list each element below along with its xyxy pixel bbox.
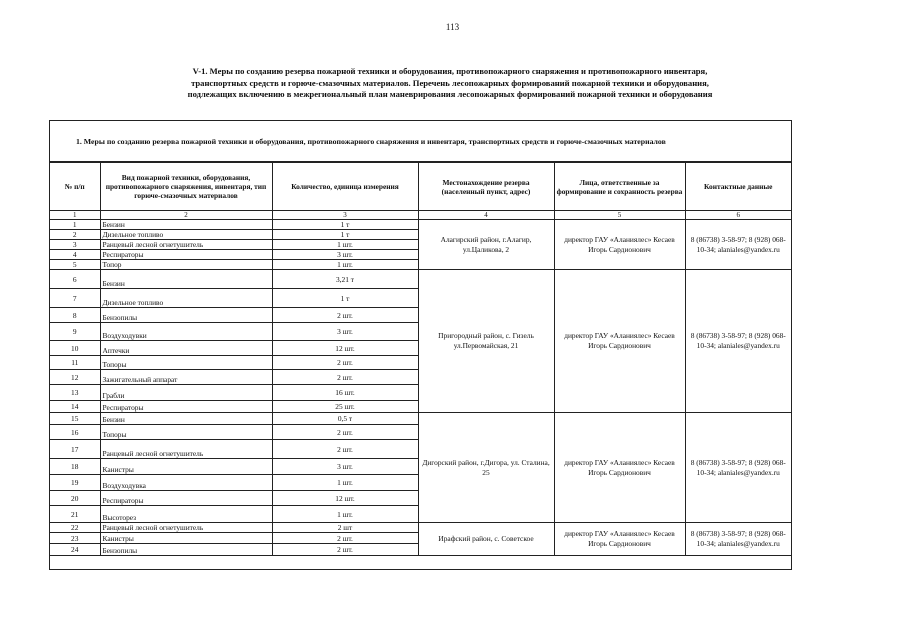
contact-details: 8 (86738) 3-58-97; 8 (928) 068-10-34; alaniales@yandex.ru: [685, 523, 791, 556]
contact-details: 8 (86738) 3-58-97; 8 (928) 068-10-34; alaniales@yandex.ru: [685, 220, 791, 270]
item-quantity: 3 шт.: [272, 250, 418, 260]
item-quantity: 25 шт.: [272, 401, 418, 413]
responsible-person: директор ГАУ «Аланиялес» Кесаев Игорь Сардионович: [554, 413, 685, 523]
item-name: Канистры: [100, 533, 272, 544]
col-header-location: Местонахождение резерва (населенный пункт, адрес): [418, 163, 554, 211]
item-quantity: 16 шт.: [272, 385, 418, 401]
item-name: Аптечки: [100, 341, 272, 356]
item-name: Ранцевый лесной огнетушитель: [100, 240, 272, 250]
item-quantity: 1 т: [272, 220, 418, 230]
document-title: V-1. Меры по созданию резерва пожарной техники и оборудования, противопожарного снаряжения и противопожарного инвентаря, транспортных средств и горюче-смазочных материалов. Перечень лесопожарных формирований пожарной техники и оборудования, подлежащих включению в межрегиональный план маневрирования лесопожарных формирований пожарной техники и оборудования: [187, 66, 713, 100]
row-number: 16: [50, 425, 100, 440]
item-quantity: 12 шт.: [272, 491, 418, 506]
row-number: 13: [50, 385, 100, 401]
item-quantity: 1 шт.: [272, 506, 418, 523]
reserve-location: Пригородный район, с. Гизель ул.Первомайская, 21: [418, 270, 554, 413]
item-quantity: 2 шт.: [272, 308, 418, 323]
col-header-qty: Количество, единица измерения: [272, 163, 418, 211]
item-name: Топоры: [100, 425, 272, 440]
col-number: 3: [272, 211, 418, 220]
contact-details: 8 (86738) 3-58-97; 8 (928) 068-10-34; alaniales@yandex.ru: [685, 270, 791, 413]
responsible-person: директор ГАУ «Аланиялес» Кесаев Игорь Сардионович: [554, 220, 685, 270]
item-name: Воздуходувка: [100, 475, 272, 491]
item-quantity: 1 шт.: [272, 475, 418, 491]
item-name: Ранцевый лесной огнетушитель: [100, 440, 272, 459]
item-quantity: 12 шт.: [272, 341, 418, 356]
item-name: Респираторы: [100, 491, 272, 506]
item-quantity: 2 шт.: [272, 544, 418, 556]
item-name: Бензопилы: [100, 544, 272, 556]
item-quantity: 1 т: [272, 230, 418, 240]
row-number: 22: [50, 523, 100, 533]
page-number: 113: [445, 22, 460, 32]
item-name: Дизельное топливо: [100, 230, 272, 240]
item-quantity: 1 шт.: [272, 240, 418, 250]
row-number: 21: [50, 506, 100, 523]
row-number: 12: [50, 370, 100, 385]
row-number: 5: [50, 260, 100, 270]
item-quantity: 1 т: [272, 289, 418, 308]
col-number: 2: [100, 211, 272, 220]
item-name: Бензопилы: [100, 308, 272, 323]
row-number: 1: [50, 220, 100, 230]
col-number: 6: [685, 211, 791, 220]
item-quantity: 3,21 т: [272, 270, 418, 289]
item-name: Ранцевый лесной огнетушитель: [100, 523, 272, 533]
contact-details: 8 (86738) 3-58-97; 8 (928) 068-10-34; alaniales@yandex.ru: [685, 413, 791, 523]
item-name: Канистры: [100, 459, 272, 475]
row-number: 6: [50, 270, 100, 289]
row-number: 20: [50, 491, 100, 506]
reserve-table: [50, 162, 791, 556]
item-name: Респираторы: [100, 401, 272, 413]
item-name: Бензин: [100, 413, 272, 425]
reserve-location: Алагирский район, г.Алагир, ул.Цаликова, 2: [418, 220, 554, 270]
col-header-contacts: Контактные данные: [685, 163, 791, 211]
item-quantity: 2 шт.: [272, 356, 418, 370]
row-number: 4: [50, 250, 100, 260]
item-quantity: 1 шт.: [272, 260, 418, 270]
table-row: [50, 220, 791, 230]
row-number: 17: [50, 440, 100, 459]
responsible-person: директор ГАУ «Аланиялес» Кесаев Игорь Сардионович: [554, 270, 685, 413]
reserve-location: Ирафский район, с. Советское: [418, 523, 554, 556]
item-quantity: 0,5 т: [272, 413, 418, 425]
item-name: Бензин: [100, 220, 272, 230]
col-number: 4: [418, 211, 554, 220]
item-name: Дизельное топливо: [100, 289, 272, 308]
row-number: 10: [50, 341, 100, 356]
col-number: 5: [554, 211, 685, 220]
item-name: Топоры: [100, 356, 272, 370]
row-number: 15: [50, 413, 100, 425]
row-number: 8: [50, 308, 100, 323]
item-quantity: 3 шт.: [272, 459, 418, 475]
item-name: Воздуходувки: [100, 323, 272, 341]
table-body: [50, 220, 791, 556]
row-number: 9: [50, 323, 100, 341]
col-number: 1: [50, 211, 100, 220]
col-header-responsible: Лица, ответственные за формирование и сохранность резерва: [554, 163, 685, 211]
row-number: 11: [50, 356, 100, 370]
col-header-type: Вид пожарной техники, оборудования, противопожарного снаряжения, инвентаря, тип горюче-смазочных материалов: [100, 163, 272, 211]
item-name: Грабли: [100, 385, 272, 401]
row-number: 3: [50, 240, 100, 250]
item-name: Респираторы: [100, 250, 272, 260]
item-quantity: 2 шт.: [272, 425, 418, 440]
item-name: Топор: [100, 260, 272, 270]
item-name: Бензин: [100, 270, 272, 289]
item-name: Зажигательный аппарат: [100, 370, 272, 385]
row-number: 19: [50, 475, 100, 491]
col-header-num: № п/п: [50, 163, 100, 211]
item-quantity: 2 шт.: [272, 440, 418, 459]
responsible-person: директор ГАУ «Аланиялес» Кесаев Игорь Сардионович: [554, 523, 685, 556]
item-quantity: 2 шт: [272, 523, 418, 533]
table-frame: [49, 120, 792, 570]
item-quantity: 2 шт.: [272, 533, 418, 544]
table-row: [50, 270, 791, 289]
item-quantity: 3 шт.: [272, 323, 418, 341]
row-number: 14: [50, 401, 100, 413]
item-name: Высоторез: [100, 506, 272, 523]
row-number: 23: [50, 533, 100, 544]
table-row: [50, 523, 791, 533]
table-row: [50, 413, 791, 425]
row-number: 18: [50, 459, 100, 475]
row-number: 24: [50, 544, 100, 556]
row-number: 7: [50, 289, 100, 308]
section-heading: 1. Меры по созданию резерва пожарной техники и оборудования, противопожарного снаряжения и инвентаря, транспортных средств и горюче-смазочных материалов: [50, 121, 791, 162]
item-quantity: 2 шт.: [272, 370, 418, 385]
reserve-location: Дигорский район, г.Дигора, ул. Сталина, 25: [418, 413, 554, 523]
row-number: 2: [50, 230, 100, 240]
